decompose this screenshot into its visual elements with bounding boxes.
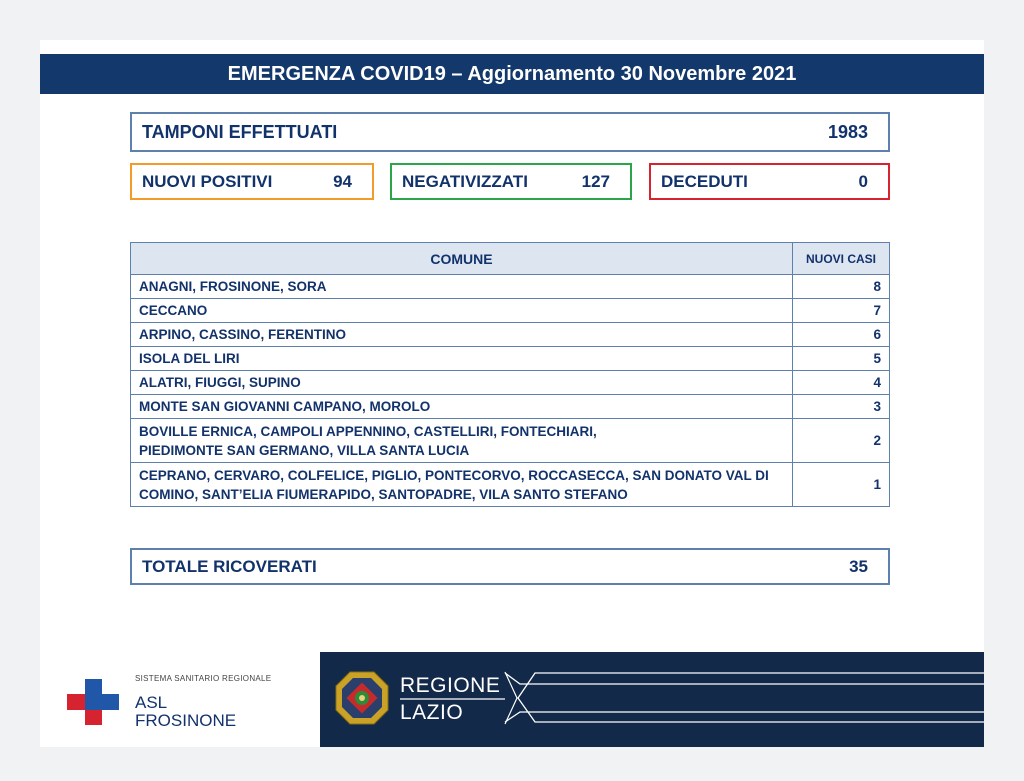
cases-header: NUOVI CASI bbox=[793, 243, 890, 275]
positivi-box bbox=[130, 163, 374, 200]
totale-label: TOTALE RICOVERATI bbox=[142, 556, 317, 576]
comune-line: COMINO, SANT’ELIA FIUMERAPIDO, SANTOPADRE, VILA SANTO STEFANO bbox=[139, 486, 628, 502]
deceduti-value: 0 bbox=[858, 171, 868, 191]
table-row bbox=[131, 323, 890, 347]
comune-cell: ARPINO, CASSINO, FERENTINO bbox=[131, 323, 793, 347]
cases-cell: 3 bbox=[793, 395, 890, 419]
asl-line: FROSINONE bbox=[135, 711, 237, 730]
table-row bbox=[131, 371, 890, 395]
table-row bbox=[131, 463, 890, 507]
tamponi-value: 1983 bbox=[827, 121, 868, 142]
table-row bbox=[131, 347, 890, 371]
cases-cell: 2 bbox=[793, 419, 890, 463]
tamponi-label: TAMPONI EFFETTUATI bbox=[142, 121, 338, 142]
asl-name bbox=[135, 694, 236, 730]
deceduti-label: DECEDUTI bbox=[661, 171, 748, 191]
comune-line: PIEDIMONTE SAN GERMANO, VILLA SANTA LUCIA bbox=[139, 442, 470, 458]
comune-line: BOVILLE ERNICA, CAMPOLI APPENNINO, CASTELLIRI, FONTECHIARI, bbox=[139, 423, 597, 439]
ssr-label: SISTEMA SANITARIO REGIONALE bbox=[135, 674, 272, 683]
comuni-table bbox=[130, 242, 890, 507]
comune-cell: ALATRI, FIUGGI, SUPINO bbox=[131, 371, 793, 395]
asl-logo bbox=[40, 652, 320, 747]
positivi-label: NUOVI POSITIVI bbox=[142, 171, 273, 191]
regione-line: REGIONE bbox=[400, 674, 501, 697]
lazio-seal-icon bbox=[334, 670, 390, 726]
negativizzati-label: NEGATIVIZZATI bbox=[402, 171, 528, 191]
table-header-row bbox=[131, 243, 890, 275]
cases-cell: 8 bbox=[793, 275, 890, 299]
comune-cell: MONTE SAN GIOVANNI CAMPANO, MOROLO bbox=[131, 395, 793, 419]
comune-header: COMUNE bbox=[131, 243, 793, 275]
table-row bbox=[131, 275, 890, 299]
tamponi-box bbox=[130, 112, 890, 152]
regione-line: LAZIO bbox=[400, 701, 464, 724]
comune-cell: ISOLA DEL LIRI bbox=[131, 347, 793, 371]
slide bbox=[40, 40, 984, 747]
cases-cell: 7 bbox=[793, 299, 890, 323]
comune-line: CEPRANO, CERVARO, COLFELICE, PIGLIO, PONTECORVO, ROCCASECCA, SAN DONATO VAL DI bbox=[139, 467, 769, 483]
page-title: EMERGENZA COVID19 – Aggiornamento 30 Novembre 2021 bbox=[40, 54, 984, 94]
totale-value: 35 bbox=[849, 556, 868, 576]
cases-cell: 5 bbox=[793, 347, 890, 371]
cases-cell: 6 bbox=[793, 323, 890, 347]
table-row bbox=[131, 299, 890, 323]
regione-lazio-banner bbox=[320, 652, 984, 747]
deceduti-box bbox=[649, 163, 890, 200]
cross-icon bbox=[67, 679, 119, 725]
negativizzati-value: 127 bbox=[581, 171, 610, 191]
comune-cell bbox=[131, 463, 793, 507]
asl-line: ASL bbox=[135, 693, 168, 712]
positivi-value: 94 bbox=[333, 171, 352, 191]
table-row bbox=[131, 395, 890, 419]
table-row bbox=[131, 419, 890, 463]
comune-cell: CECCANO bbox=[131, 299, 793, 323]
cases-cell: 1 bbox=[793, 463, 890, 507]
cases-cell: 4 bbox=[793, 371, 890, 395]
regione-name bbox=[400, 672, 500, 726]
comune-cell: ANAGNI, FROSINONE, SORA bbox=[131, 275, 793, 299]
negativizzati-box bbox=[390, 163, 632, 200]
totale-box bbox=[130, 548, 890, 585]
comune-cell bbox=[131, 419, 793, 463]
